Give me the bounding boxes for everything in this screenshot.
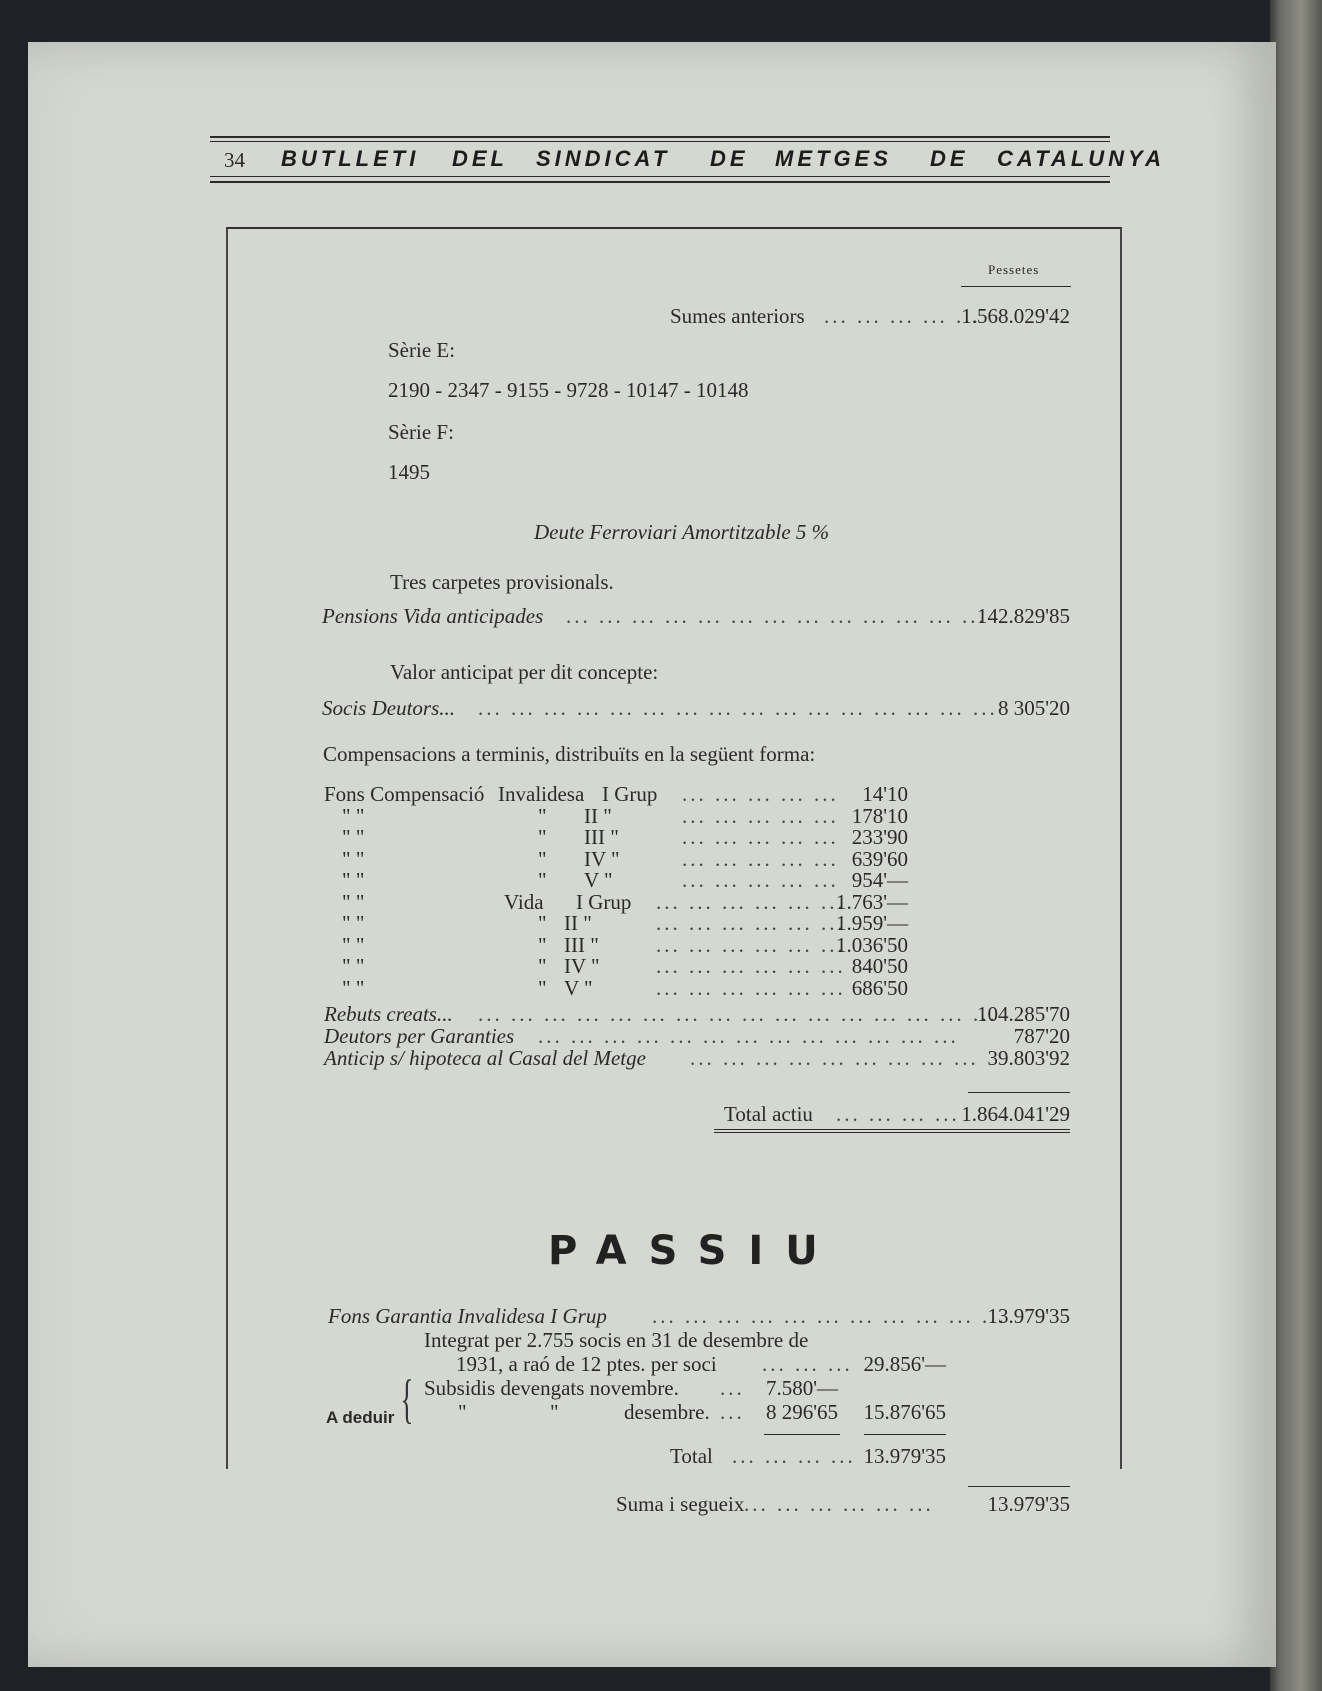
passiu-title: PASSIU [548, 1228, 840, 1274]
header-rule-bottom-2 [210, 181, 1110, 183]
fons-row-c1: " " [342, 804, 365, 828]
fons-row-value: 233'90 [851, 825, 908, 849]
integrat-line-1: Integrat per 2.755 socis en 31 de desembre de [424, 1328, 809, 1352]
fons-row-c1: " " [342, 976, 365, 1000]
fons-row-value: 954'— [851, 868, 908, 892]
sumes-value: 1.568.029'42 [961, 304, 1070, 328]
socis-dots: ... ... ... ... ... ... ... ... ... ... ... ... ... ... ... ... [478, 696, 998, 720]
suma-rule [968, 1486, 1070, 1487]
suma-segueix-dots: ... ... ... ... ... ... [744, 1492, 934, 1516]
suma-segueix-label: Suma i segueix [616, 1492, 745, 1516]
fons-row-c3: V " [564, 976, 593, 1000]
serie-e-label: Sèrie E: [388, 338, 456, 362]
fons-row-value: 1.959'— [835, 911, 908, 935]
fons-row-dots: ... ... ... ... ... ... [656, 933, 846, 957]
serie-e-numbers: 2190 - 2347 - 9155 - 9728 - 10147 - 10148 [388, 378, 749, 402]
integrat-line-2: 1931, a raó de 12 ptes. per soci [456, 1352, 717, 1376]
total-actiu-rule-1 [714, 1129, 1070, 1130]
fons-row-c2: " [538, 804, 547, 828]
total-passiu-dots: ... ... ... ... [732, 1444, 856, 1468]
subsidis-dots: ... [720, 1376, 745, 1400]
fons-row-c1: " " [342, 890, 365, 914]
deutors-garanties-dots: ... ... ... ... ... ... ... ... ... ... ... ... ... [538, 1024, 959, 1048]
running-head-word-1: BUTLLETI [281, 146, 420, 171]
fons-row-c1: " " [342, 868, 365, 892]
integrat-dots: ... ... ... [762, 1352, 853, 1376]
socis-value: 8 305'20 [997, 696, 1070, 720]
fons-row-dots: ... ... ... ... ... [682, 847, 839, 871]
fons-row-c2: " [538, 911, 547, 935]
serie-f-numbers: 1495 [388, 460, 430, 484]
pensions-label: Pensions Vida anticipades [322, 604, 544, 628]
fons-row-c2: " [538, 825, 547, 849]
fons-row-value: 639'60 [851, 847, 908, 871]
desembre-ditto-1: " [458, 1400, 467, 1424]
header-rule-bottom-1 [210, 176, 1110, 177]
fons-row-c3: I Grup [576, 890, 632, 914]
deutors-garanties-label: Deutors per Garanties [324, 1024, 515, 1048]
subtotal-rule-2 [864, 1434, 946, 1435]
running-head-word-4: DE [710, 146, 749, 171]
fons-row-c3: II " [584, 804, 612, 828]
total-actiu-dots: ... ... ... ... [836, 1102, 960, 1126]
fons-row-dots: ... ... ... ... ... [682, 825, 839, 849]
rebuts-label: Rebuts creats... [324, 1002, 453, 1026]
subtotal-rule-1 [764, 1434, 840, 1435]
total-passiu-value: 13.979'35 [863, 1444, 946, 1468]
total-actiu-label: Total actiu [724, 1102, 813, 1126]
running-head-word-2: DEL [452, 146, 508, 171]
anticip-label: Anticip s/ hipoteca al Casal del Metge [324, 1046, 646, 1070]
fons-garantia-value: 13.979'35 [987, 1304, 1070, 1328]
fons-row-dots: ... ... ... ... ... ... [656, 976, 846, 1000]
anticip-value: 39.803'92 [987, 1046, 1070, 1070]
anticip-dots: ... ... ... ... ... ... ... ... ... [690, 1046, 979, 1070]
pensions-value: 142.829'85 [976, 604, 1070, 628]
fons-row-c1: " " [342, 847, 365, 871]
header-rule-top-1 [210, 136, 1110, 138]
fons-row-value: 1.763'— [835, 890, 908, 914]
running-head-word-3: SINDICAT [536, 146, 671, 171]
subsidis-value: 7.580'— [765, 1376, 838, 1400]
fons-row-dots: ... ... ... ... ... [682, 868, 839, 892]
deute-heading: Deute Ferroviari Amortitzable 5 % [534, 520, 830, 544]
desembre-ditto-2: " [550, 1400, 559, 1424]
suma-segueix-value: 13.979'35 [987, 1492, 1070, 1516]
fons-row-c3: III " [584, 825, 619, 849]
fons-row-c2: Vida [504, 890, 544, 914]
fons-row-c3: V " [584, 868, 613, 892]
fons-row-value: 686'50 [851, 976, 908, 1000]
fons-row-c2: " [538, 933, 547, 957]
fons-row-c3: I Grup [602, 782, 658, 806]
fons-row-dots: ... ... ... ... ... ... [656, 954, 846, 978]
deduir-subtotal: 15.876'65 [863, 1400, 946, 1424]
header-rule-top-2 [210, 141, 1110, 142]
fons-row-value: 1.036'50 [835, 933, 908, 957]
desembre-dots: ... [720, 1400, 745, 1424]
rebuts-dots: ... ... ... ... ... ... ... ... ... ... ... ... ... ... ... ... [478, 1002, 998, 1026]
fons-row-c1: " " [342, 825, 365, 849]
fons-row-c3: II " [564, 911, 592, 935]
fons-row-c2: Invalidesa [498, 782, 585, 806]
fons-row-c1: " " [342, 911, 365, 935]
running-head-word-5: METGES [775, 146, 892, 171]
sumes-dots: ... ... ... ... ... [824, 304, 981, 328]
fons-row-c3: IV " [584, 847, 620, 871]
desembre-value: 8 296'65 [765, 1400, 838, 1424]
integrat-value: 29.856'— [863, 1352, 946, 1376]
fons-row-c1: " " [342, 933, 365, 957]
fons-row-dots: ... ... ... ... ... ... [656, 911, 846, 935]
currency-label: Pessetes [988, 262, 1040, 277]
total-actiu-rule-2 [714, 1132, 1070, 1133]
serie-f-label: Sèrie F: [388, 420, 454, 444]
fons-row-dots: ... ... ... ... ... [682, 782, 839, 806]
total-actiu-rule-top [968, 1092, 1070, 1093]
book-spine [1270, 0, 1322, 1691]
fons-row-c3: III " [564, 933, 599, 957]
socis-label: Socis Deutors... [322, 696, 455, 720]
deutors-garanties-value: 787'20 [1013, 1024, 1070, 1048]
brace-icon: { [400, 1369, 414, 1429]
rebuts-value: 104.285'70 [976, 1002, 1070, 1026]
total-actiu-value: 1.864.041'29 [961, 1102, 1070, 1126]
fons-garantia-dots: ... ... ... ... ... ... ... ... ... ... ... [652, 1304, 1007, 1328]
fons-row-dots: ... ... ... ... ... ... [656, 890, 846, 914]
fons-row-c1: Fons Compensació [324, 782, 485, 806]
fons-row-c2: " [538, 976, 547, 1000]
fons-row-c3: IV " [564, 954, 600, 978]
valor-text: Valor anticipat per dit concepte: [390, 660, 659, 684]
sumes-label: Sumes anteriors [670, 304, 805, 328]
total-passiu-label: Total [670, 1444, 713, 1468]
fons-row-dots: ... ... ... ... ... [682, 804, 839, 828]
fons-row-value: 840'50 [851, 954, 908, 978]
fons-row-c2: " [538, 847, 547, 871]
fons-row-value: 178'10 [851, 804, 908, 828]
currency-underline [961, 286, 1071, 287]
carpetes-text: Tres carpetes provisionals. [390, 570, 614, 594]
compensacions-text: Compensacions a terminis, distribuïts en la següent forma: [323, 742, 816, 766]
running-head-word-6: DE [930, 146, 969, 171]
fons-row-c2: " [538, 954, 547, 978]
page-number: 34 [224, 148, 245, 172]
fons-row-c1: " " [342, 954, 365, 978]
desembre-label: desembre. [624, 1400, 710, 1424]
running-head-word-7: CATALUNYA [997, 146, 1165, 171]
fons-garantia-label: Fons Garantia Invalidesa I Grup [328, 1304, 607, 1328]
subsidis-label: Subsidis devengats novembre. [424, 1376, 679, 1400]
pensions-dots: ... ... ... ... ... ... ... ... ... ... ... ... ... [566, 604, 987, 628]
fons-row-c2: " [538, 868, 547, 892]
fons-row-value: 14'10 [862, 782, 908, 806]
a-deduir-label: A deduir [326, 1408, 395, 1427]
page [28, 42, 1276, 1667]
